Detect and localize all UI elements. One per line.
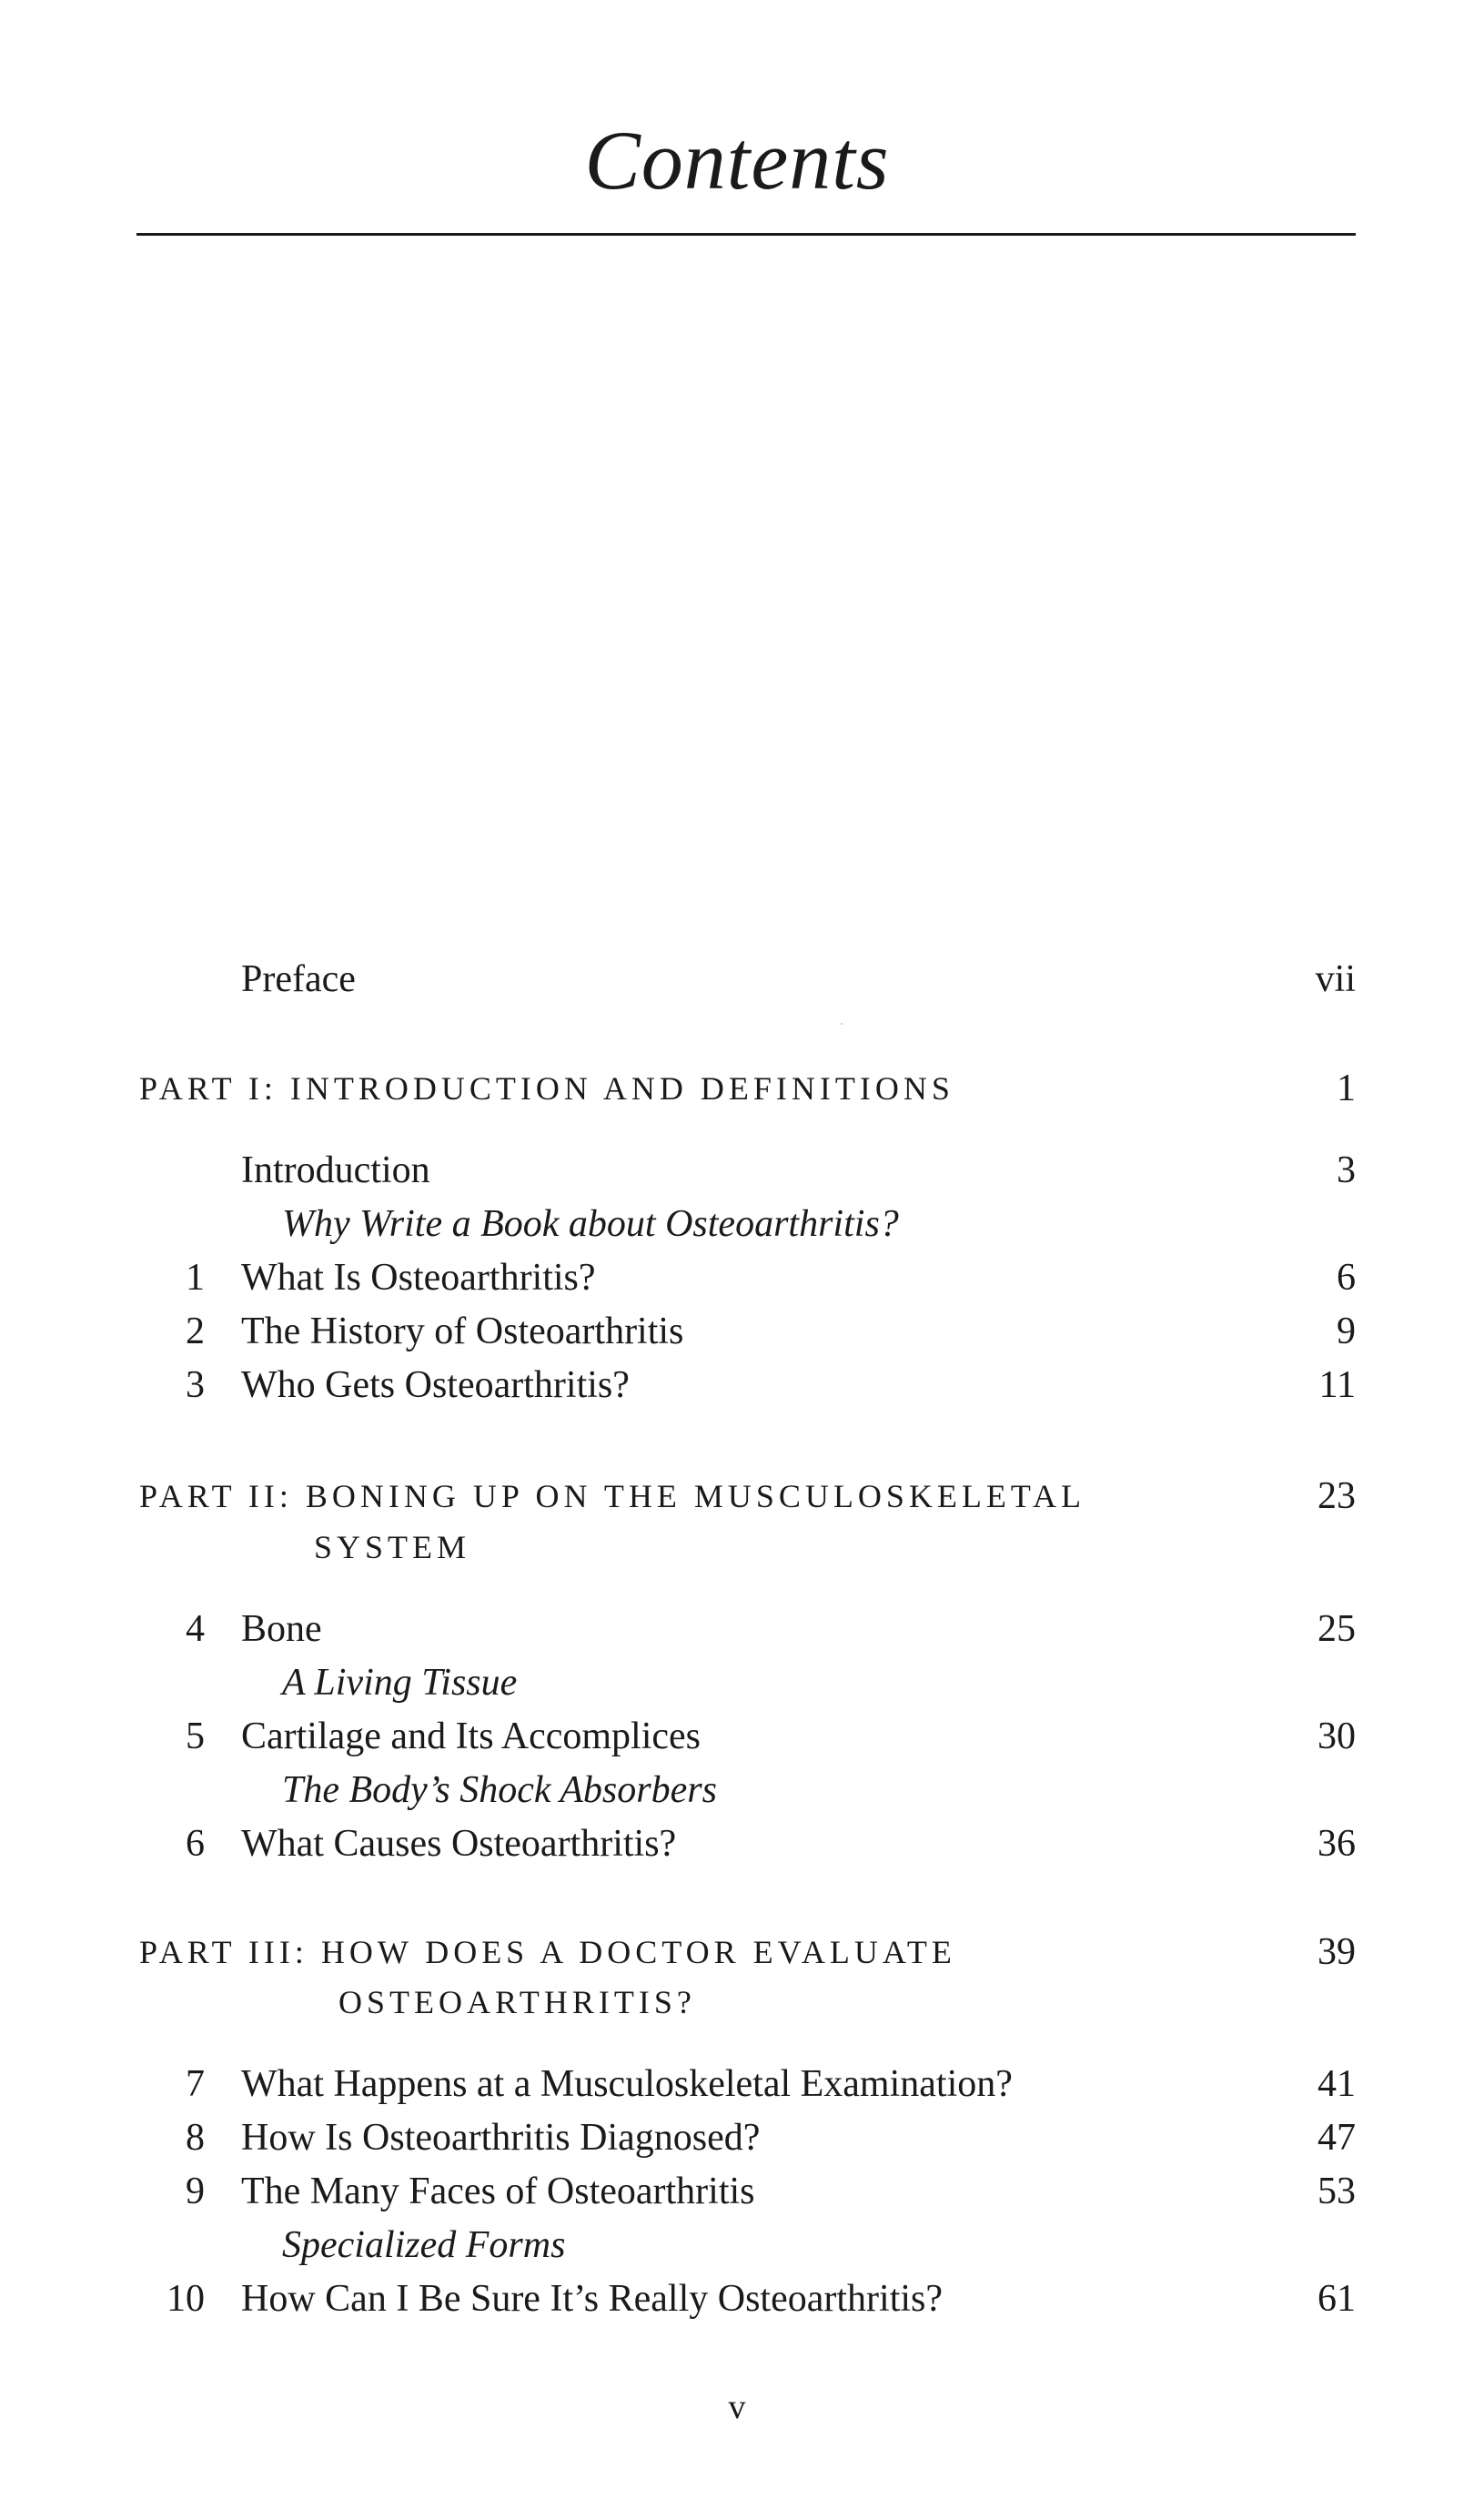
part-heading-2-continued: [0, 1522, 1474, 1573]
toc-entry-title: Preface: [241, 958, 356, 1000]
part-heading-page: 1: [1337, 1068, 1356, 1109]
toc-entry-chapter-4[interactable]: [0, 1604, 1474, 1655]
page-title: Contents: [584, 114, 890, 207]
toc-entry-number: 4: [186, 1608, 205, 1650]
toc-entry-title: What Is Osteoarthritis?: [241, 1257, 596, 1299]
part-heading-text: PART I: INTRODUCTION AND DEFINITIONS: [139, 1070, 954, 1107]
toc-entry-page: 41: [1318, 2063, 1356, 2105]
toc-entry-page: 53: [1318, 2171, 1356, 2212]
toc-entry-subtitle: [0, 1199, 1474, 1250]
toc-entry-subtitle-text: Specialized Forms: [282, 2224, 566, 2266]
toc-entry-chapter-3[interactable]: [0, 1360, 1474, 1411]
part-heading-3-continued: [0, 1977, 1474, 2028]
toc-entry-chapter-10[interactable]: [0, 2273, 1474, 2324]
toc-entry-title: The History of Osteoarthritis: [241, 1311, 684, 1352]
toc-entry-number: 3: [186, 1364, 205, 1406]
toc-entry-title: Bone: [241, 1608, 322, 1650]
toc-entry-page: 61: [1318, 2278, 1356, 2320]
part-heading-page: 39: [1318, 1931, 1356, 1973]
part-heading-text: OSTEOARTHRITIS?: [338, 1984, 696, 2020]
toc-entry-title: How Is Osteoarthritis Diagnosed?: [241, 2117, 761, 2159]
part-heading-3[interactable]: [0, 1927, 1474, 1978]
toc-entry-subtitle: [0, 2220, 1474, 2271]
title-rule: [136, 233, 1356, 236]
toc-entry-subtitle-text: Why Write a Book about Osteoarthritis?: [282, 1203, 899, 1245]
toc-entry-chapter-1[interactable]: [0, 1252, 1474, 1303]
toc-entry-number: 5: [186, 1715, 205, 1757]
toc-entry-subtitle: [0, 1657, 1474, 1708]
toc-entry-subtitle-text: A Living Tissue: [282, 1662, 518, 1704]
toc-entry-title: The Many Faces of Osteoarthritis: [241, 2171, 755, 2212]
toc-entry-number: 1: [186, 1257, 205, 1299]
toc-entry-page: 36: [1318, 1823, 1356, 1865]
toc-entry-number: 6: [186, 1823, 205, 1865]
toc-entry-title: Who Gets Osteoarthritis?: [241, 1364, 630, 1406]
toc-entry-title: What Happens at a Musculoskeletal Examination?: [241, 2063, 1013, 2105]
part-heading-text: PART II: BONING UP ON THE MUSCULOSKELETAL: [139, 1478, 1085, 1514]
toc-entry-page: 3: [1337, 1149, 1356, 1191]
toc-entry-page: 47: [1318, 2117, 1356, 2159]
toc-entry-number: 8: [186, 2117, 205, 2159]
toc-entry-preface[interactable]: [0, 954, 1474, 1005]
part-heading-page: 23: [1318, 1475, 1356, 1517]
toc-entry-number: 2: [186, 1311, 205, 1352]
part-heading-text: PART III: HOW DOES A DOCTOR EVALUATE: [139, 1934, 956, 1970]
toc-entry-chapter-8[interactable]: [0, 2112, 1474, 2163]
toc-entry-title: Cartilage and Its Accomplices: [241, 1715, 702, 1757]
toc-entry-number: 7: [186, 2063, 205, 2105]
toc-entry-chapter-6[interactable]: [0, 1818, 1474, 1869]
part-heading-2[interactable]: [0, 1471, 1474, 1522]
part-heading-text: SYSTEM: [314, 1529, 471, 1565]
toc-entry-title: Introduction: [241, 1149, 430, 1191]
toc-entry-chapter-5[interactable]: [0, 1711, 1474, 1762]
toc-entry-subtitle-text: The Body’s Shock Absorbers: [282, 1769, 717, 1811]
toc-entry-chapter-9[interactable]: [0, 2166, 1474, 2217]
toc-entry-title: How Can I Be Sure It’s Really Osteoarthritis?: [241, 2278, 944, 2320]
toc-entry-number: 9: [186, 2171, 205, 2212]
toc-entry-chapter-2[interactable]: [0, 1306, 1474, 1357]
speck: [841, 1023, 843, 1025]
part-heading-1[interactable]: [0, 1063, 1474, 1114]
toc-entry-page: 11: [1318, 1364, 1356, 1406]
page-folio: v: [728, 2388, 746, 2426]
toc-entry-chapter-7[interactable]: [0, 2059, 1474, 2110]
toc-entry-number: 10: [167, 2278, 205, 2320]
toc-entry-introduction[interactable]: [0, 1145, 1474, 1196]
toc-entry-page: 25: [1318, 1608, 1356, 1650]
toc-entry-title: What Causes Osteoarthritis?: [241, 1823, 677, 1865]
toc-entry-subtitle: [0, 1765, 1474, 1816]
toc-entry-page: 30: [1318, 1715, 1356, 1757]
toc-entry-page: 9: [1337, 1311, 1356, 1352]
toc-entry-page: 6: [1337, 1257, 1356, 1299]
toc-entry-page: vii: [1315, 958, 1356, 1000]
